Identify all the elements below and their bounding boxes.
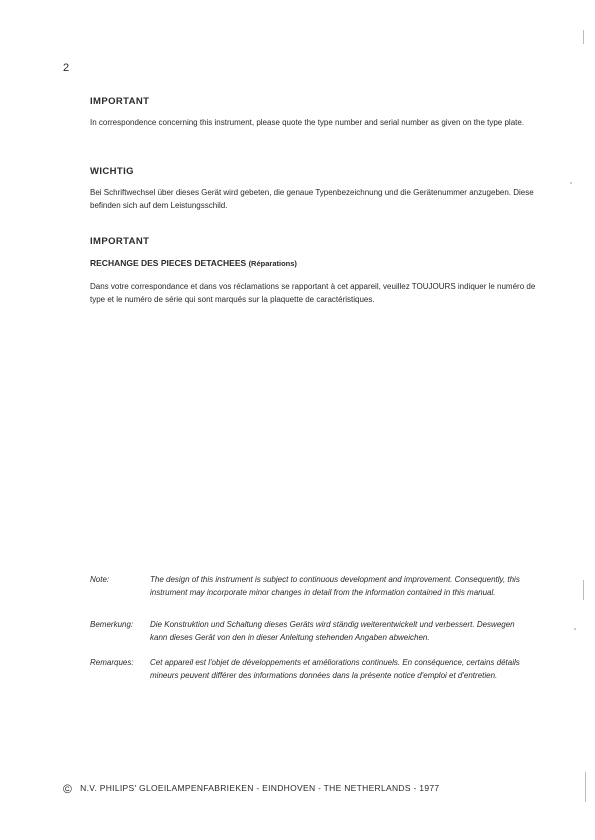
note-text-fr: Cet appareil est l'objet de développements et améliorations continuels. En conséquence, certains détails mineurs peuvent différer des informations données dans la présente notice d'emploi et d'entretien. (150, 658, 520, 680)
scan-mark (583, 580, 584, 600)
subheading-rechange-text: RECHANGE DES PIECES DETACHEES (90, 258, 247, 268)
note-text-de: Die Konstruktion und Schaltung dieses Geräts wird ständig weiterentwickelt und verbessert. Deswegen kann dieses Gerät von den in dieser Anleitung stehenden Angaben abweichen. (150, 620, 515, 642)
heading-important-en: IMPORTANT (90, 96, 150, 107)
note-text-en: The design of this instrument is subject to continuous development and improvement. Consequently, this instrument may incorporate minor changes in detail from the information contained in this manual. (150, 575, 520, 597)
footer-text: N.V. PHILIPS' GLOEILAMPENFABRIEKEN - EINDHOVEN - THE NETHERLANDS - 1977 (80, 783, 440, 793)
note-label-fr: Remarques: (90, 658, 134, 667)
paragraph-important-en: In correspondence concerning this instrument, please quote the type number and serial number as given on the type plate. (90, 118, 525, 127)
subheading-rechange (90, 258, 297, 268)
scan-mark (585, 772, 586, 802)
heading-wichtig: WICHTIG (90, 166, 134, 177)
paragraph-wichtig: Bei Schriftwechsel über dieses Gerät wird gebeten, die genaue Typenbezeichnung und die Gerätenummer anzugeben. Diese befinden sich auf dem Leistungsschild. (90, 188, 534, 210)
scan-mark (574, 628, 576, 630)
note-label-de: Bemerkung: (90, 620, 134, 629)
paragraph-important-fr: Dans votre correspondance et dans vos réclamations se rapportant à cet appareil, veuillez TOUJOURS indiquer le numéro de type et le numéro de série qui sont marqués sur la plaquette de caractéristiques. (90, 282, 536, 304)
subheading-reparations: (Réparations) (248, 259, 297, 268)
note-label-en: Note: (90, 575, 110, 584)
scan-mark (570, 182, 572, 184)
page-number: 2 (63, 62, 70, 74)
copyright-icon: © (63, 782, 73, 796)
scan-mark (583, 30, 584, 44)
heading-important-fr: IMPORTANT (90, 236, 150, 247)
copyright-footer (63, 782, 439, 796)
